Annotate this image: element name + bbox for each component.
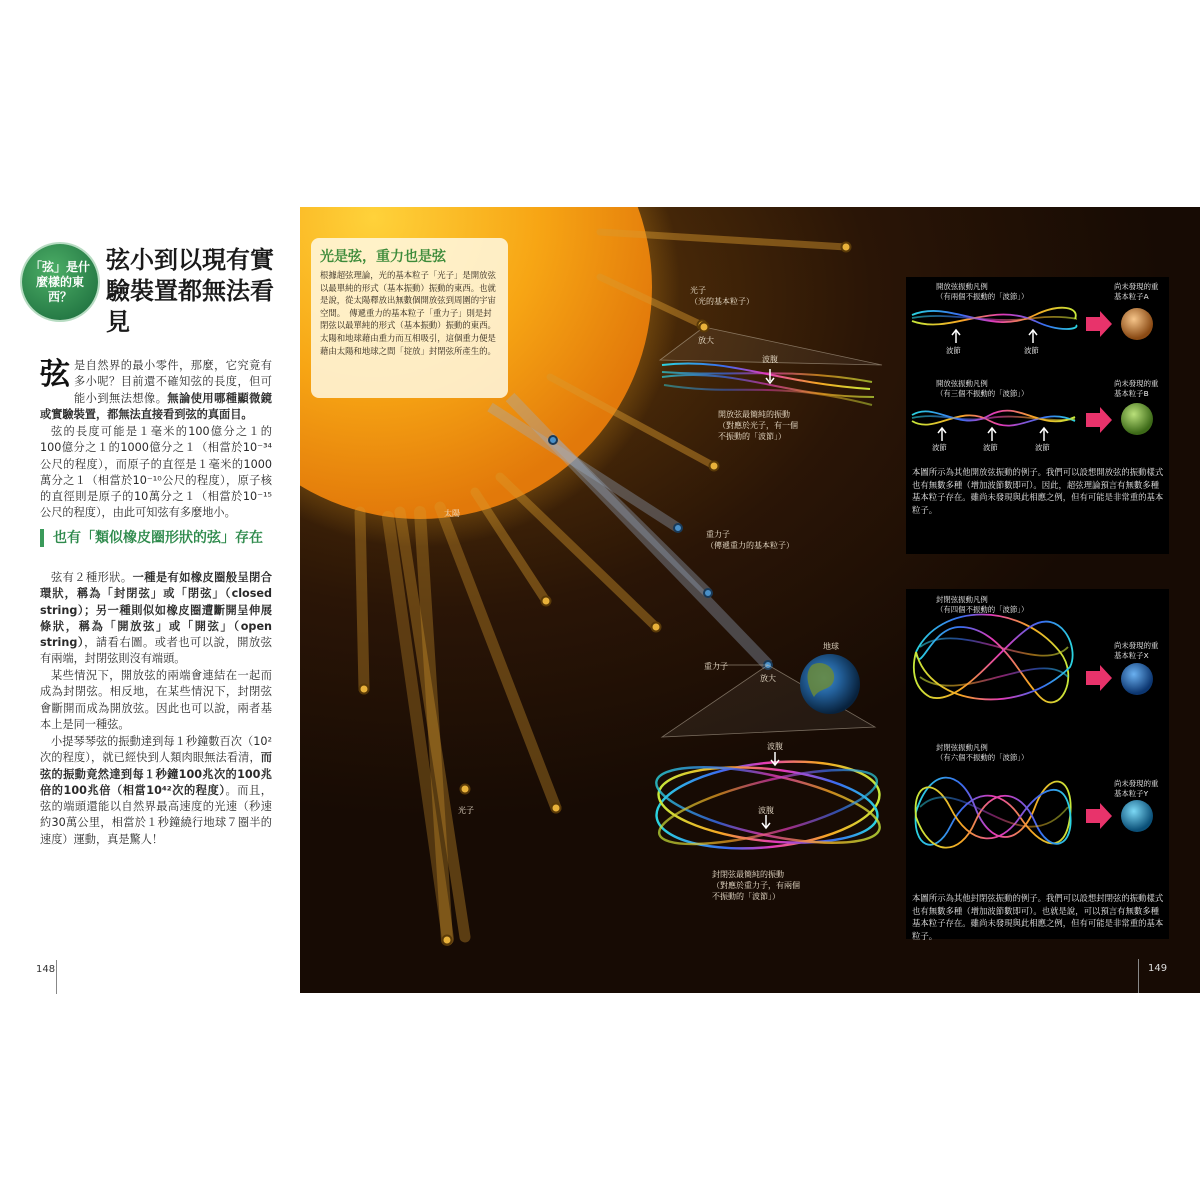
info-box [311, 238, 508, 398]
open-panel-caption: 本圖所示為其他開放弦振動的例子。我們可以設想開放弦的振動樣式也有無數多種（增加波節數即可）。因此，超弦理論預言有無數多種基本粒子存在。雖尚未發現與此相應之例，但有可能是非常重的基本粒子。 [912, 467, 1164, 515]
info-box-title: 光是弦，重力也是弦 [320, 249, 446, 265]
page-number-right: 149 [1148, 963, 1168, 974]
page-divider-right [1138, 959, 1139, 993]
page-number-left: 148 [36, 964, 56, 975]
closed-panel-caption: 本圖所示為其他封閉弦振動的例子。我們可以設想封閉弦的振動樣式也有無數多種（增加波節數即可）。也就是說，可以預言有無數多種基本粒子存在。雖尚未發現與此相應之例，但有可能是非常重的基本粒子。 [912, 893, 1164, 941]
topic-badge: 「弦」是什麼樣的東西？ [22, 244, 98, 320]
label-antinode-closed-2: 波腹 [758, 806, 774, 815]
node-label-b3: 波節 [1035, 443, 1050, 452]
page-divider-left [56, 960, 57, 994]
open-example-b-title: 開放弦振動凡例 （有三個不振動的「波節」） [936, 379, 1029, 398]
particle-a [1121, 308, 1153, 340]
particle-b-label: 尚未發現的重 基本粒子B [1114, 379, 1159, 398]
particle-b [1121, 403, 1153, 435]
right-page-illustration [300, 207, 1200, 993]
shapes-paragraph: 弦有２種形狀。一種是有如橡皮圈般呈閉合環狀，稱為「封閉弦」或「閉弦」（closed string）；另一種則似如橡皮圈遭斷開呈伸展條狀，稱為「開放弦」或「開弦」（open string），請看右圖。或者也可以說，開放弦有兩端，封閉弦則沒有端頭。 [40, 571, 272, 666]
particle-y-label: 尚未發現的重 基本粒子Y [1114, 779, 1159, 798]
label-sun: 太陽 [444, 509, 460, 518]
label-antinode-open: 波腹 [762, 355, 778, 364]
closed-example-y-title: 封閉弦振動凡例 （有六個不振動的「波節」） [936, 743, 1029, 762]
particle-y [1121, 800, 1153, 832]
photon-zoom-dot [700, 323, 709, 332]
label-closed-string-caption: 封閉弦最簡純的振動 （對應於重力子，有兩個 不振動的「波節」） [712, 870, 800, 901]
node-label-b1: 波節 [932, 443, 947, 452]
particle-x-label: 尚未發現的重 基本粒子X [1114, 641, 1159, 660]
drop-cap: 弦 [40, 357, 70, 392]
label-zoom-graviton: 放大 [760, 674, 776, 683]
node-label-a2: 波節 [1024, 346, 1039, 355]
label-graviton: 重力子 （傳遞重力的基本粒子） [706, 530, 794, 550]
label-earth: 地球 [823, 642, 839, 651]
particle-x [1121, 663, 1153, 695]
section-subheading: 也有「類似橡皮圈形狀的弦」存在 [40, 529, 285, 547]
open-string-strands [662, 363, 874, 405]
label-open-string-caption: 開放弦最簡純的振動 （對應於光子，有一個 不振動的「波節」） [718, 410, 798, 441]
node-label-a1: 波節 [946, 346, 961, 355]
intro-paragraph: 弦 是自然界的最小零件，那麼，它究竟有多小呢？目前還不確知弦的長度，但可能小到無法想像。無論使用哪種顯微鏡或實驗裝置，都無法直接看到弦的真面目。 [40, 357, 272, 421]
length-paragraph: 弦的長度可能是１毫米的100億分之１的100億分之１的1000億分之１（相當於10⁻³⁴公尺的程度），而原子的直徑是１毫米的1000萬分之１（相當於10⁻¹⁰公尺的程度），原子核的直徑則是原子的10萬分之１（相當於10⁻¹⁵公尺的程度），由此可知弦有多麼地小。 [40, 425, 272, 520]
left-page [0, 0, 300, 1200]
label-antinode-closed-1: 波腹 [767, 742, 783, 751]
open-example-a-title: 開放弦振動凡例 （有兩個不振動的「波節」） [936, 282, 1029, 301]
label-photon-2: 光子 [458, 806, 474, 815]
node-label-b2: 波節 [983, 443, 998, 452]
label-graviton-2: 重力子 [704, 662, 728, 671]
closed-example-x-title: 封閉弦振動凡例 （有四個不振動的「波節」） [936, 595, 1029, 614]
conversion-paragraph: 某些情況下，開放弦的兩端會連結在一起而成為封閉弦。相反地，在某些情況下，封閉弦會斷開而成為開放弦。因此也可以說，兩者基本上是同一種弦。 [40, 669, 272, 731]
info-box-text: 根據超弦理論，光的基本粒子「光子」是開放弦以最單純的形式（基本振動）振動的東西。也就是說，從太陽釋放出無數個開放弦到周圍的宇宙空間。 傳遞重力的基本粒子「重力子」則是封閉弦以最單純的形式（基本振動）振動的東西。太陽和地球藉由重力而互相吸引，這個重力便是藉由太陽和地球之間「掟放」封閉弦所產生的。 [320, 270, 496, 356]
label-photon: 光子 （光的基本粒子） [690, 286, 754, 306]
label-zoom-photon: 放大 [698, 336, 714, 345]
vibration-paragraph: 小提琴琴弦的振動達到每１秒鐘數百次（10²次的程度），就已經快到人類肉眼無法看清，而弦的振動竟然達到每１秒鐘100兆次的100兆倍的100兆倍（相當10⁴²次的程度）。而且，弦的端頭還能以自然界最高速度的光速（秒速約30萬公里，相當於１秒鐘繞行地球７圈半的速度）運動，真是驚人！ [40, 735, 272, 846]
page-title: 弦小到以現有實驗裝置都無法看見 [106, 245, 274, 336]
particle-a-label: 尚未發現的重 基本粒子A [1114, 282, 1159, 301]
